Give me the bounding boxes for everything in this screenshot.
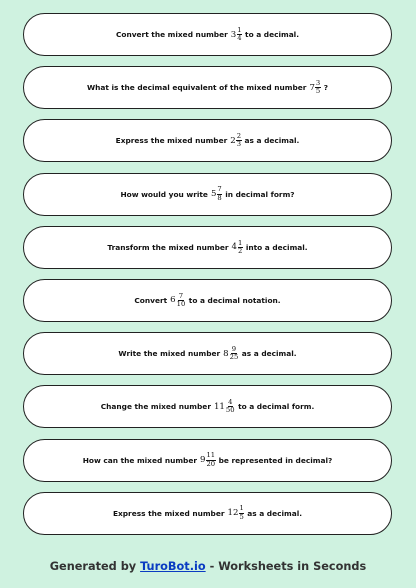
mixed-number [200, 452, 216, 467]
denominator: 10 [176, 299, 186, 308]
mixed-number [214, 399, 235, 414]
mixed-number [170, 293, 186, 308]
question-card [23, 119, 392, 162]
fraction [237, 27, 242, 42]
question-text-after: as a decimal. [247, 508, 303, 518]
whole-part: 12 [227, 508, 239, 519]
whole-part: 6 [170, 295, 176, 306]
question-text-before: What is the decimal equivalent of the mixed number [86, 83, 307, 93]
denominator: 8 [217, 193, 222, 202]
worksheet [23, 13, 392, 545]
fraction [176, 293, 186, 308]
denominator: 5 [315, 87, 321, 96]
fraction [206, 452, 216, 467]
whole-part: 11 [213, 401, 225, 412]
fraction [238, 240, 243, 255]
whole-part: 4 [231, 242, 237, 253]
numerator: 1 [237, 25, 242, 34]
denominator: 25 [229, 353, 239, 362]
question-card [23, 439, 392, 482]
numerator: 9 [231, 344, 237, 353]
question-card [23, 226, 392, 269]
numerator: 11 [206, 451, 216, 460]
denominator: 5 [239, 512, 244, 521]
mixed-number [231, 27, 242, 42]
question-card [23, 66, 392, 109]
whole-part: 3 [230, 29, 237, 40]
numerator: 7 [178, 291, 184, 300]
question-text-before: Transform the mixed number [107, 242, 229, 252]
question-text-before: Express the mixed number [112, 508, 225, 518]
question-text-before: How would you write [120, 189, 208, 199]
denominator: 50 [225, 406, 235, 415]
mixed-number [230, 133, 241, 148]
fraction [229, 346, 239, 361]
numerator: 1 [239, 504, 244, 513]
fraction [236, 133, 241, 148]
question-card [23, 492, 392, 535]
numerator: 4 [228, 398, 233, 407]
footer-prefix: Generated by [49, 560, 137, 573]
whole-part: 9 [200, 455, 206, 465]
denominator: 20 [206, 459, 216, 468]
whole-part: 2 [230, 135, 236, 146]
question-text-after: as a decimal. [244, 136, 300, 146]
fraction [217, 186, 222, 201]
question-text-after: to a decimal. [245, 30, 300, 39]
question-card [23, 385, 392, 428]
question-card [23, 332, 392, 375]
turobot-link[interactable]: TuroBot.io [140, 560, 206, 573]
question-text-after: as a decimal. [241, 349, 297, 359]
question-text-after: ? [323, 83, 329, 93]
question-text-before: Convert [134, 295, 168, 305]
mixed-number [223, 346, 239, 361]
fraction [225, 399, 235, 414]
question-text-before: Change the mixed number [100, 402, 211, 412]
fraction [239, 505, 244, 520]
question-card [23, 13, 392, 56]
question-text-after: be represented in decimal? [218, 455, 333, 465]
question-text-before: Express the mixed number [115, 136, 228, 146]
question-text-after: to a decimal notation. [188, 295, 281, 305]
mixed-number [309, 80, 320, 95]
numerator: 3 [315, 78, 321, 87]
denominator: 4 [237, 34, 242, 42]
question-text-before: How can the mixed number [82, 455, 197, 465]
mixed-number [232, 240, 243, 255]
numerator: 1 [238, 238, 243, 247]
question-text-before: Write the mixed number [118, 349, 221, 359]
numerator: 2 [236, 132, 242, 141]
numerator: 7 [217, 185, 222, 194]
whole-part: 8 [223, 348, 229, 359]
whole-part: 7 [309, 82, 315, 93]
denominator: 2 [238, 246, 243, 255]
footer-suffix: - Worksheets in Seconds [209, 560, 367, 573]
question-text-after: in decimal form? [225, 189, 295, 199]
question-text-before: Convert the mixed number [115, 30, 228, 39]
footer [0, 560, 416, 573]
denominator: 3 [236, 140, 242, 149]
whole-part: 5 [210, 189, 217, 200]
question-text-after: into a decimal. [245, 242, 308, 252]
question-text-after: to a decimal form. [238, 402, 315, 412]
fraction [315, 80, 320, 95]
question-card [23, 279, 392, 322]
mixed-number [228, 505, 245, 520]
question-card [23, 173, 392, 216]
mixed-number [211, 186, 222, 201]
